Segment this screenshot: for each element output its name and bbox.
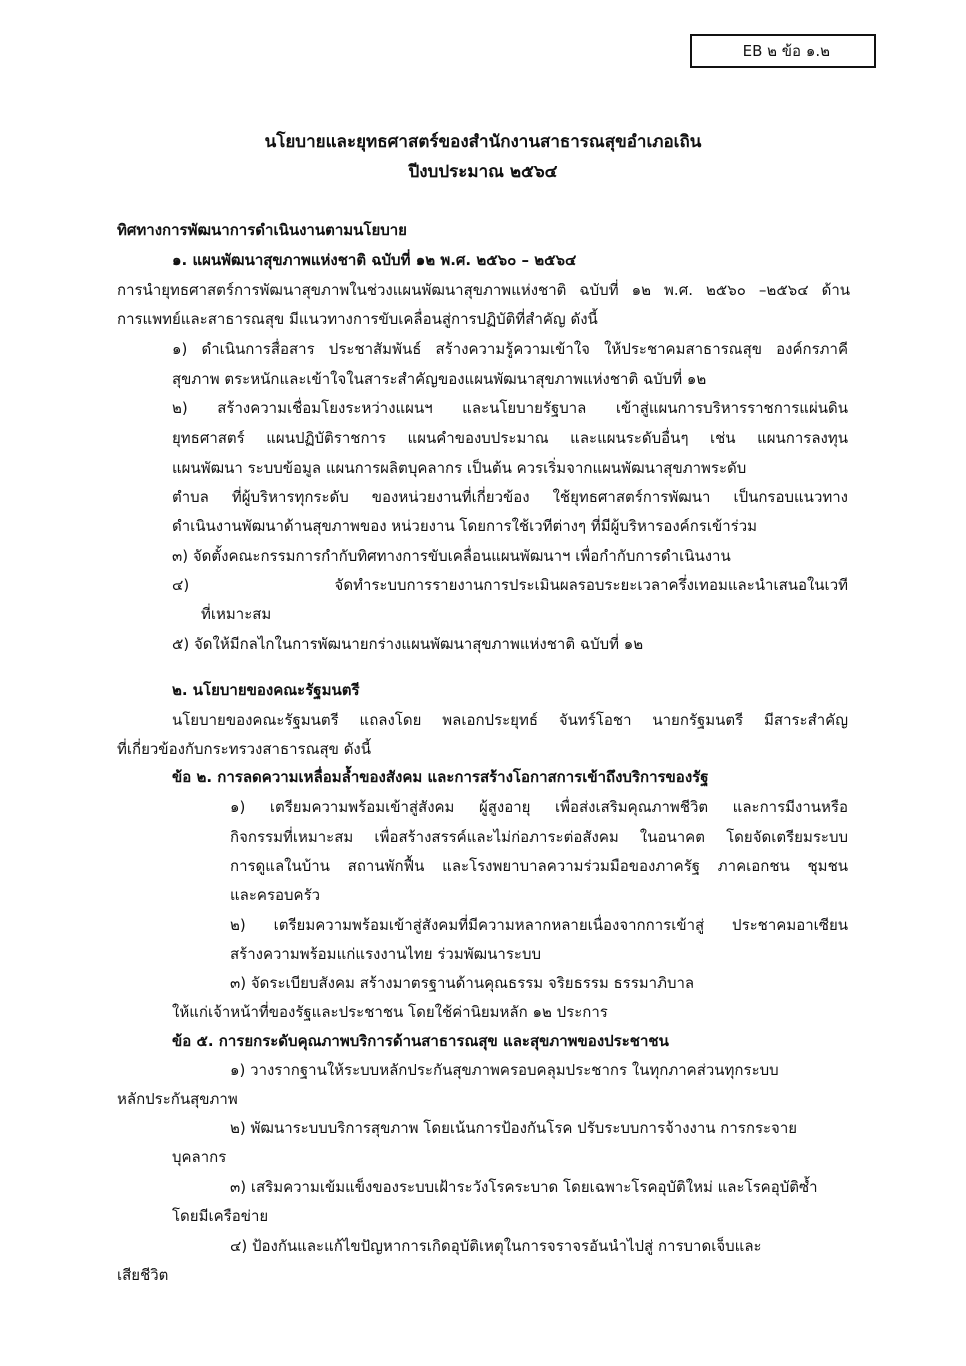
document-title: นโยบายและยุทธศาสตร์ของสำนักงานสาธารณสุขอำเภอเถิน — [264, 132, 702, 152]
paragraph-line: การนำยุทธศาสตร์การพัฒนาสุขภาพในช่วงแผนพัฒนาสุขภาพแห่งชาติ ฉบับที่ ๑๒ พ.ศ. ๒๕๖๐ –๒๕๖๔ ด้าน — [117, 281, 850, 299]
list-item-continuation: บุคลากร — [172, 1148, 227, 1166]
list-item-continuation: หลักประกันสุขภาพ — [117, 1090, 238, 1108]
list-item-continuation: กิจกรรมที่เหมาะสม เพื่อสร้างสรรค์และไม่ก่อภาระต่อสังคม ในอนาคต โดยจัดเตรียมระบบ — [230, 828, 848, 846]
sub-heading-item-5: ข้อ ๕. การยกระดับคุณภาพบริการด้านสาธารณสุข และสุขภาพของประชาชน — [172, 1032, 669, 1050]
list-item-continuation: ดำเนินงานพัฒนาด้านสุขภาพของ หน่วยงาน โดยการใช้เวทีต่างๆ ที่มีผู้บริหารองค์กรเข้าร่วม — [172, 517, 758, 535]
list-item-continuation: โดยมีเครือข่าย — [172, 1207, 269, 1225]
list-item: ๒) สร้างความเชื่อมโยงระหว่างแผนฯ และนโยบายรัฐบาล เข้าสู่แผนการบริหารราชการแผ่นดิน — [172, 399, 848, 417]
list-item-continuation: แผนพัฒนา ระบบข้อมูล แผนการผลิตบุคลากร เป็นต้น ควรเริ่มจากแผนพัฒนาสุขภาพระดับ — [172, 459, 747, 477]
list-item-continuation: และครอบครัว — [230, 886, 321, 904]
list-item: ๓) จัดระเบียบสังคม สร้างมาตรฐานด้านคุณธรรม จริยธรรม ธรรมาภิบาล — [230, 974, 695, 992]
paragraph-line: การแพทย์และสาธารณสุข มีแนวทางการขับเคลื่อนสู่การปฏิบัติที่สำคัญ ดังนี้ — [117, 310, 598, 328]
list-item: ๑) ดำเนินการสื่อสาร ประชาสัมพันธ์ สร้างความรู้ความเข้าใจ ให้ประชาคมสาธารณสุข องค์กรภาคี — [172, 340, 848, 358]
list-item-continuation: ยุทธศาสตร์ แผนปฏิบัติราชการ แผนคำของบประมาณ และแผนระดับอื่นๆ เช่น แผนการลงทุน — [172, 429, 848, 447]
list-item: ๓) เสริมความเข้มแข็งของระบบเฝ้าระวังโรคระบาด โดยเฉพาะโรคอุบัติใหม่ และโรคอุบัติซ้ำ — [230, 1178, 818, 1196]
list-item: ๒) เตรียมความพร้อมเข้าสู่สังคมที่มีความหลากหลายเนื่องจากการเข้าสู่ ประชาคมอาเซียน — [230, 916, 848, 934]
document-tag-box: EB ๒ ข้อ ๑.๒ — [690, 34, 876, 68]
list-item-continuation: เสียชีวิต — [117, 1266, 169, 1284]
list-item: ๔) จัดทำระบบการรายงานการประเมินผลรอบระยะเวลาครึ่งเทอมและนำเสนอในเวที — [172, 576, 848, 594]
list-item-continuation: สุขภาพ ตระหนักและเข้าใจในสาระสำคัญของแผนพัฒนาสุขภาพแห่งชาติ ฉบับที่ ๑๒ — [172, 370, 707, 388]
section-heading: ทิศทางการพัฒนาการดำเนินงานตามนโยบาย — [117, 221, 407, 239]
list-item: ๔) ป้องกันและแก้ไขปัญหาการเกิดอุบัติเหตุในการจราจรอันนำไปสู่ การบาดเจ็บและ — [230, 1237, 762, 1255]
list-item: ๓) จัดตั้งคณะกรรมการกำกับทิศทางการขับเคลื่อนแผนพัฒนาฯ เพื่อกำกับการดำเนินงาน — [172, 547, 731, 565]
list-item-continuation: ตำบล ที่ผู้บริหารทุกระดับ ของหน่วยงานที่เกี่ยวข้อง ใช้ยุทธศาสตร์การพัฒนา เป็นกรอบแนวทาง — [172, 488, 848, 506]
list-item: ๒) พัฒนาระบบบริการสุขภาพ โดยเน้นการป้องกันโรค ปรับระบบการจ้างงาน การกระจาย — [230, 1119, 798, 1137]
list-item-continuation: การดูแลในบ้าน สถานพักฟื้น และโรงพยาบาลความร่วมมือของภาครัฐ ภาคเอกชน ชุมชน — [230, 857, 848, 875]
paragraph-line: ที่เกี่ยวข้องกับกระทรวงสาธารณสุข ดังนี้ — [117, 740, 372, 758]
paragraph-line: นโยบายของคณะรัฐมนตรี แถลงโดย พลเอกประยุทธ์ จันทร์โอชา นายกรัฐมนตรี มีสาระสำคัญ — [172, 711, 848, 729]
part2-heading: ๒. นโยบายของคณะรัฐมนตรี — [172, 681, 360, 699]
list-item-continuation: ให้แก่เจ้าหน้าที่ของรัฐและประชาชน โดยใช้ค่านิยมหลัก ๑๒ ประการ — [172, 1003, 608, 1021]
list-item-continuation: ที่เหมาะสม — [201, 605, 272, 623]
fiscal-year-title: ปีงบประมาณ ๒๕๖๔ — [408, 162, 558, 182]
list-item: ๕) จัดให้มีกลไกในการพัฒนายกร่างแผนพัฒนาสุขภาพแห่งชาติ ฉบับที่ ๑๒ — [172, 635, 644, 653]
part1-heading: ๑. แผนพัฒนาสุขภาพแห่งชาติ ฉบับที่ ๑๒ พ.ศ. ๒๕๖๐ – ๒๕๖๔ — [172, 251, 577, 269]
list-item: ๑) เตรียมความพร้อมเข้าสู่สังคม ผู้สูงอายุ เพื่อส่งเสริมคุณภาพชีวิต และการมีงานหรือ — [230, 798, 848, 816]
list-item-continuation: สร้างความพร้อมแก่แรงงานไทย ร่วมพัฒนาระบบ — [230, 945, 541, 963]
sub-heading-item-2: ข้อ ๒. การลดความเหลื่อมล้ำของสังคม และการสร้างโอกาสการเข้าถึงบริการของรัฐ — [172, 768, 709, 786]
list-item: ๑) วางรากฐานให้ระบบหลักประกันสุขภาพครอบคลุมประชากร ในทุกภาคส่วนทุกระบบ — [230, 1061, 779, 1079]
